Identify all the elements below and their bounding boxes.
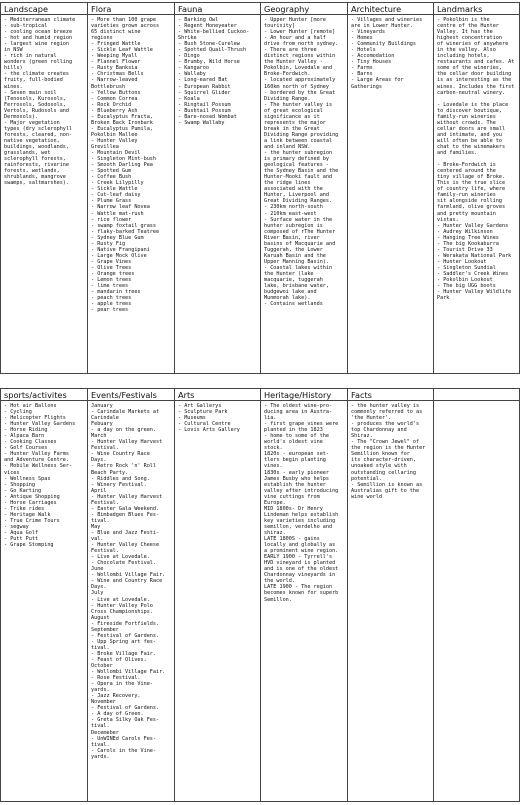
column-heritage-history	[261, 388, 348, 802]
column-body: - Upper Hunter [more tourisity] - Lower Hunter [remote] - An hour and a half drive from north sydney. - There are three distinct regions within the Hunter Valley - Pokolbin, Lovedale and Broke-Fordwich. - located approximately 160km north of Sydney - bordered by the Great Dividing Range. - The hunter valley is of great ecological significance as it represents the major break in the Great Dividing Range providing a link between coastal and inland NSW. - the hunter subregion is primary defined by geological features - the Sydney Basin and the Hunter-Mooki fault and the ridge lines associated with the Hunter, Liverpool and Great Dividing Ranges. - 230km north-south - 210km east-west - Surface water in the hunter subregion is composed of rThe Hunter River Basin, river basins of Macquarie and Tuggerah, the Lower Karuah Basin and the Upper Manning Basin). - Coastal lakes within the Hunter (lake macquarie, tuggerah lake, brisbane water, budgewoi lake and Munmorah lake). - Contains wetlands	[261, 15, 347, 374]
column-header: Landmarks	[434, 2, 519, 15]
column-landscape	[1, 2, 88, 374]
column-header: Facts	[348, 388, 433, 401]
column-sports-activities	[1, 388, 88, 802]
column-architecture	[348, 2, 434, 374]
column-header: Architecture	[348, 2, 433, 15]
column-body: - Barking Owl - Regent Honeyeater - White-bellied Cuckoo- Shrike - Bush Stone-Curelew - Spotted Quail-Thrush - Dingo - Brumby, Wild Horse - Kangaroo - Wallaby - Long-eared Bat - European Rabbit - Squirrel Glider - Koala - Ringtail Possum - Bushtail Possum - Bare-nosed Wombat - Swamp Wallaby	[175, 15, 260, 374]
grid-row-bottom	[0, 388, 520, 802]
column-body: - the hunter valley is commonly referred to as 'the Hunter'. - produces the world's top Chardonnay and Shiraz. - The "Crown Jewel" of the region is the Hunter Semillion known for its character-driven, unoaked style with outstanding cellaring potential. - Semillion is known as Australias gift to the wine world	[348, 401, 433, 802]
column-body: - Mediterranean climate - sub-tropical - cooling ocean breeze - hot and humid region - largest wine region in NSW - rich in natural wonders (green rolling hills) - the climate creates fruity, full-bodied wines. - Seven main soil (Tenosols, Kurosols, Ferrosols, Sodosols, Vertols, Rudosols and Dermosols). - Major vegetation types (dry sclerophyll forests, cleared, non- native vegetation, buildings, woodlands, grasslands, wet sclerophyll forests, rainforests, riverine forests, wetlands, shrublands, mangrove swamps, saltmarshes).	[1, 15, 87, 374]
column-empty	[434, 388, 519, 802]
column-header: Heritage/History	[261, 388, 347, 401]
column-body: - Hot air Ballons - Cycling - Helicopter Flights - Hunter Valley Gardens - Horse Riding - Alpaca Barn - Cooking Classes - Golf Courses - Hunter Valley Farms and Adventure Centre. - Mobile Wellness Ser- vices - Wellness Spas - Shopping - Go Karting - Antique Shopping - Horse Carriages - Trike rides - Heritage Walk - True Crime Tours - segway - Aqua Golf - Putt Putt - Grape Stomping	[1, 401, 87, 802]
column-events-festivals	[88, 388, 175, 802]
column-facts	[348, 388, 434, 802]
column-body: - The oldest wine-pro- ducing area in Austra- lia. - first grape vines were planted in the 1823 - home to some of the world's oldest vine stock. 1820s - european set- tlers begin planting vines. 1830s - early pioneer James Busby who helps establish the hunter valley after introducing vine cuttings from Europe. MID 1800s- Dr Henry Lindeman helps establish key varieties including semillon, verdelho and shiraz. LATE 1800S - gains locally and globally as a prominent wine region. EARLY 1900 - Tyrrell's HVD vineyard is planted and is one of the oldest Chardonnay vineyards in the world. LATE 1900 - The region becomes known for superb Semillon.	[261, 401, 347, 802]
column-body: - Villages and wineries are in Lower Hunter. - Vineyards - Homes - Community Buildings - Hotels - Accomodation - Tiny Houses - Farms - Barns - Large Areas for Gatherings	[348, 15, 433, 374]
column-body	[434, 401, 519, 802]
column-header: Landscape	[1, 2, 87, 15]
column-fauna	[175, 2, 261, 374]
column-body: - Art Gallerys - Sculpture Park - Museums - Cultural Centre - Lovis Arts Gallery	[175, 401, 260, 802]
column-arts	[175, 388, 261, 802]
column-body: January - Carindale Markets at Carindale Febuary - a day on the green. March - Hunter Valley Harvest Festival. - Wine Country Race Days. - Retro Rock 'n' Roll Beach Party. - Riddles and Song. - Winery Festival. April - Hunter Valley Harvest Festival. - Easter Gala Weekend. - Bimbadgen Blues Fes- tival. May - Blue and Jazz Festi- val. - Hunter Valley Cheese Festival. - Live at Lovedale. - Chocolate Festival. June - Wollombi Village Fair. - Wine and Country Race Days. July - Live at Lovedale. - Hunter Valley Polo Cross Championships. August - Fireside Fortfields. September - Festival of Gardens. - Upp Spring art fes- tival. - Broke Village Fair. - Feast of Olives. October - Wollombi Village Fair. - Rose Festival. - Opera in the Vine- yards. - Jazz Recovery. November - Festival of Gardens. - A day of Green. - Greta Silky Oak Fes- tival. Decemeber - UnWINEd Carols Fes- tival. - Carols in the Vine- yards.	[88, 401, 174, 802]
column-header: Events/Festivals	[88, 388, 174, 401]
column-header: sports/activites	[1, 388, 87, 401]
column-geography	[261, 2, 348, 374]
column-header: Fauna	[175, 2, 260, 15]
column-landmarks	[434, 2, 519, 374]
grid-row-top	[0, 2, 520, 374]
column-body: - Pokolbin is the centre of the Hunter Valley. It has the highest concentration of wineries of anywhere in the valley. Also including hotels, restaurants and cafes. At some of the wineries, the cellar door building is as interesting as the wines. Includes the first carbon-neutral winery. - Lovedale is the place to discover boutique, family-run wineries without crowds. The cellar doors are small and intimate, and you will often be able to chat to the winemakers and families. - Broke-Fordwich is centered around the tiny village of Broke. This is the true slice of country life, where family-run wineries sit alongside rolling farmland, olive groves and pretty mountain vistas. - Hunter Valley Gardens - Audrey Wilkinson - Hanging Tree Wines - The big Kookaburra - Tourist Drive 33 - Werakata National Park - Hunter Lookout - Singleton Sundial - Saddler's Creek Wines - Pokolbin Lookout - The big UGG boots - Hunter Valley Wildlife Park	[434, 15, 519, 374]
column-header	[434, 388, 519, 401]
column-header: Geography	[261, 2, 347, 15]
column-header: Flora	[88, 2, 174, 15]
column-header: Arts	[175, 388, 260, 401]
column-body: - More than 100 grape varieties grown across 65 distinct wine regions - Fringed Wattle - Sickle Leaf Wattle - Weeping Myall - Flannel Flower - Rusty Banksia - Christmas Bells - Narrow-leaved Bottlebrush - Yellow Buttons - Common Correa - Rock Orchid - Blueberry Ash - Eucalyptus Fracta, Broken Back Ironbark - Eucalyptus Pumila, Pokolbin Mallee - Hunter Valley Grevillea - Mountain Devil - Singleton Mint-bush - Smooth Darling Pea - Spotted Gum - Coffee Bush - Creek Lilypilly - Sickle Wattle - Cut-leaf daisy - Plume Grass - Narrow leaf Novea - Wattle mat-rush - rice flower - swamp foxtail grass - flaky-barked Teatree - Sydney Blue Gum - Rusty Fig - Native Frangipani - Large Mock Olive - Grape Vines - Olive Trees - Orange trees - Lemon trees - lime trees - mandarin trees - peach trees - apple trees - pear trees	[88, 15, 174, 374]
column-flora	[88, 2, 175, 374]
